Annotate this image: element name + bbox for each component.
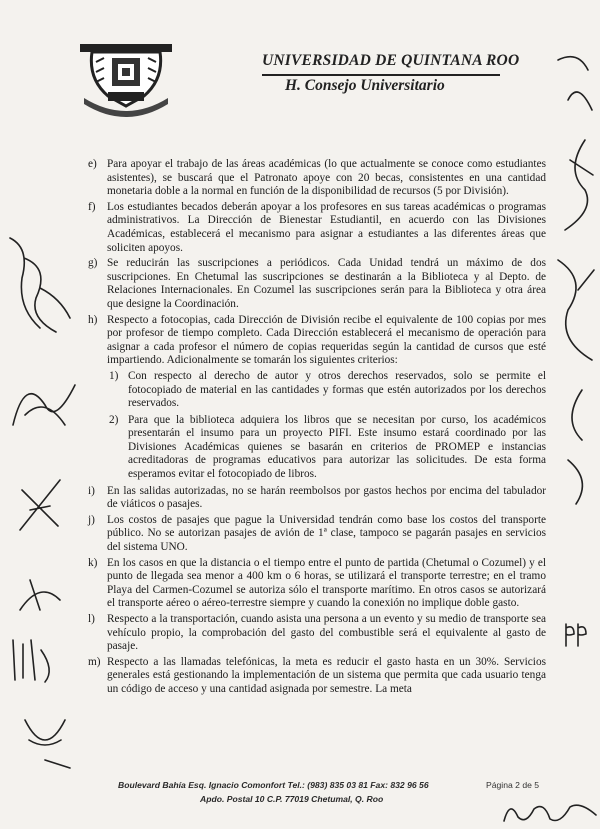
- list-item: [88, 257, 546, 311]
- item-label: j): [88, 513, 95, 526]
- council-name: H. Consejo Universitario: [285, 77, 445, 94]
- list-item: [88, 485, 546, 512]
- footer-postal: Apdo. Postal 10 C.P. 77019 Chetumal, Q. Roo: [200, 794, 384, 804]
- signature-right-4: [552, 380, 600, 510]
- item-text: Respecto a las llamadas telefónicas, la meta es reducir el gasto hasta en un 30%. Servicios generales está gestionando la implementación de un sistema que permita que cada usuario tenga un código de acceso y una cantidad asignada por semestre. La meta: [107, 655, 546, 695]
- university-name: UNIVERSIDAD DE QUINTANA ROO: [262, 52, 520, 69]
- signature-bottom: [500, 795, 600, 829]
- list-item: [88, 314, 546, 368]
- document-body: [88, 158, 546, 699]
- signature-left-3: [10, 470, 70, 540]
- sub-list-item: [88, 414, 546, 482]
- item-text: Respecto a fotocopias, cada Dirección de División recibe el equivalente de 100 copias por mes por profesor de tiempo completo. Cada Dirección establecerá el mecanismo de operación para asignar a cada profesor el número de copias requeridas según la cantidad de cursos que esté impartiendo. Adicionalmente se tomarán los siguientes criterios:: [107, 313, 546, 367]
- item-label: f): [88, 200, 96, 213]
- list-item: [88, 557, 546, 611]
- header-rule: [262, 74, 500, 76]
- subitem-text: Para que la biblioteca adquiera los libros que se necesitan por curso, los académicos presentarán el insumo para un proyecto PIFI. Este insumo estará coordinado por las Divisiones Académicas quienes se basarán en criterios de PROMEP e instancias acreditadoras de programas educativos para autorizar las solicitudes. De esta forma esperamos evitar el fotocopiado de libros.: [128, 413, 546, 481]
- list-item: [88, 613, 546, 654]
- signature-left-4: [10, 570, 70, 620]
- item-text: Se reducirán las suscripciones a periódicos. Cada Unidad tendrá un máximo de dos suscripciones. En Chetumal las suscripciones se destinarán a la Biblioteca y al Depto. de Relaciones Internacionales. En Cozumel las suscripciones serán para la Biblioteca y otra área que designe la Coordinación.: [107, 257, 546, 310]
- signature-right-1: [548, 40, 600, 120]
- list-item: [88, 656, 546, 697]
- signature-left-1: [0, 228, 80, 348]
- item-text: En las salidas autorizadas, no se harán reembolsos por gastos hechos por encima del tabulador de viáticos o pasajes.: [107, 484, 546, 511]
- item-label: m): [88, 655, 101, 668]
- signature-right-5: [560, 620, 600, 650]
- item-text: Los estudiantes becados deberán apoyar a los profesores en sus tareas académicas o programas administrativos. La Dirección de Bienestar Estudiantil, en acuerdo con las Divisiones Académicas, establecerá el mecanismo para asignar a estudiantes a las diferentes áreas que soliciten apoyos.: [107, 200, 546, 254]
- list-item: [88, 514, 546, 555]
- signature-right-2: [545, 130, 600, 240]
- item-text: En los casos en que la distancia o el tiempo entre el punto de partida (Chetumal o Cozumel) y el punto de llegada sea menor a 400 km o 6 horas, se utilizará el transporte terrestre; en el tramo Playa del Carmen-Cozumel se autoriza sólo el transporte marítimo. En otros casos se autorizará el transporte aéreo o aéreo-terrestre siempre y cuando la conexión no implique doble gasto.: [107, 556, 546, 610]
- subitem-label: 2): [109, 413, 119, 426]
- item-label: g): [88, 257, 98, 270]
- footer-address: Boulevard Bahía Esq. Ignacio Comonfort Tel.: (983) 835 03 81 Fax: 832 96 56: [118, 780, 429, 790]
- subitem-text: Con respecto al derecho de autor y otros derechos reservados, solo se permite el fotocopiado de material en las cantidades y formas que estén autorizados por los derechos reservados.: [128, 369, 546, 410]
- sub-list-item: [88, 370, 546, 411]
- item-label: l): [88, 613, 95, 625]
- page-number: Página 2 de 5: [486, 780, 540, 790]
- item-label: i): [88, 484, 95, 497]
- signature-left-2: [5, 365, 85, 445]
- university-seal-logo: [78, 34, 174, 118]
- item-label: h): [88, 313, 98, 326]
- item-label: e): [88, 158, 97, 170]
- item-label: k): [88, 556, 98, 569]
- signature-right-3: [548, 250, 600, 370]
- list-item: [88, 201, 546, 255]
- item-text: Para apoyar el trabajo de las áreas académicas (lo que actualmente se conoce como estudiantes asistentes), se buscará que el Patronato apoye con 20 becas, consistentes en una cantidad monetaria doble a la normal en función de la disponibilidad de recursos (5 por División).: [107, 158, 546, 198]
- subitem-label: 1): [109, 369, 119, 382]
- list-item: [88, 158, 546, 199]
- item-text: Los costos de pasajes que pague la Universidad tendrán como base los costos del transporte público. No se autorizan pasajes de avión de 1ª clase, tampoco se pagarán pasajes en servicios del sistema UNO.: [107, 513, 546, 554]
- signature-left-5: [5, 630, 65, 690]
- item-text: Respecto a la transportación, cuando asista una persona a un evento y su medio de transporte sea vehículo propio, la comprobación del gasto del combustible será el equivalente al gasto de pasaje.: [107, 613, 546, 653]
- signature-left-6: [15, 700, 75, 770]
